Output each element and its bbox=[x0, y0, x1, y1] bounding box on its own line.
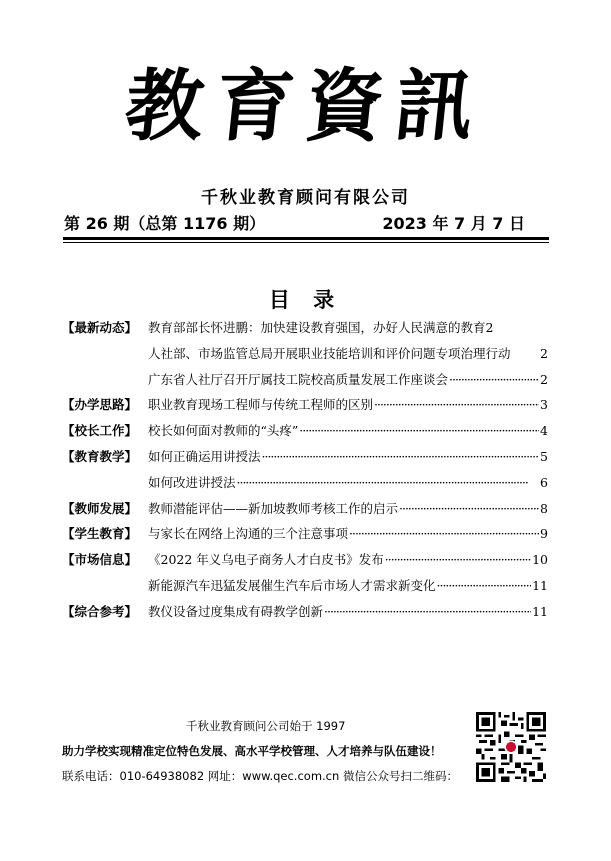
toc-row[interactable] bbox=[62, 499, 548, 525]
toc-entry-title[interactable]: 与家长在网络上沟通的三个注意事项 bbox=[148, 526, 349, 542]
toc-row[interactable] bbox=[62, 576, 548, 602]
toc-entry-title[interactable]: 广东省人社厅召开厅属技工院校高质量发展工作座谈会 bbox=[148, 371, 449, 387]
toc-leader-dots bbox=[385, 552, 531, 567]
toc-page-number: 11 bbox=[532, 577, 548, 593]
toc-leader-dots bbox=[349, 526, 539, 541]
footer-slogan: 助力学校实现精准定位特色发展、高水平学校管理、人才培养与队伍建设！ bbox=[62, 744, 442, 758]
toc-category: 【最新动态】 bbox=[62, 320, 138, 335]
masthead-title: 教育資訊 bbox=[120, 61, 491, 152]
toc-leader-dots bbox=[449, 372, 539, 387]
toc-page-number: 2 bbox=[485, 320, 494, 335]
toc-row[interactable] bbox=[62, 344, 548, 370]
toc-page-number: 4 bbox=[540, 423, 548, 439]
toc-entry-title[interactable]: 教仪设备过度集成有碍教学创新 bbox=[148, 603, 324, 619]
toc-entry-title[interactable]: 校长如何面对教师的“头疼” bbox=[148, 423, 299, 439]
toc-page-number: 2 bbox=[540, 345, 548, 361]
toc-entry-title[interactable]: 如何正确运用讲授法 bbox=[148, 448, 261, 464]
toc-row[interactable] bbox=[62, 473, 548, 499]
toc-row[interactable] bbox=[62, 550, 548, 576]
toc-entry-title[interactable]: 人社部、市场监管总局开展职业技能培训和评价问题专项治理行动 bbox=[148, 345, 511, 361]
toc-category: 【市场信息】 bbox=[62, 552, 138, 568]
issue-date: 2023 年 7 月 7 日 bbox=[382, 214, 525, 233]
toc-row[interactable] bbox=[62, 524, 548, 550]
toc-row[interactable] bbox=[62, 447, 548, 473]
footer-since: 千秋业教育顾问公司始于 1997 bbox=[186, 719, 346, 733]
toc-entry-title[interactable]: 职业教育现场工程师与传统工程师的区别 bbox=[148, 397, 374, 413]
toc-title: 目 录 bbox=[268, 288, 343, 312]
toc-page-number: 3 bbox=[540, 397, 548, 413]
toc-page-number: 2 bbox=[540, 371, 548, 387]
toc-category: 【综合参考】 bbox=[62, 603, 138, 619]
toc-category: 【校长工作】 bbox=[62, 423, 138, 439]
toc-entry-title[interactable]: 教育部部长怀进鹏：加快建设教育强国，办好人民满意的教育 bbox=[148, 320, 486, 335]
company-name: 千秋业教育顾问有限公司 bbox=[201, 188, 410, 208]
toc-leader-dots bbox=[437, 578, 532, 593]
toc-row[interactable] bbox=[62, 318, 548, 344]
toc-entry-title[interactable]: 教师潜能评估——新加坡教师考核工作的启示 bbox=[148, 500, 399, 516]
toc-page-number: 5 bbox=[540, 448, 548, 464]
toc-row[interactable] bbox=[62, 602, 548, 628]
toc-leader-dots bbox=[299, 423, 539, 438]
toc-page-number: 8 bbox=[540, 500, 548, 516]
toc-leader-dots bbox=[237, 475, 540, 490]
toc-leader-dots bbox=[262, 449, 540, 464]
toc-page-number: 10 bbox=[532, 552, 548, 568]
toc-entry-title[interactable]: 《2022 年义乌电子商务人才白皮书》发布 bbox=[148, 552, 384, 568]
toc-category: 【教育教学】 bbox=[62, 448, 138, 464]
toc-row[interactable] bbox=[62, 370, 548, 396]
toc-row[interactable] bbox=[62, 395, 548, 421]
toc-page-number: 11 bbox=[532, 603, 548, 619]
issue-number: 第 26 期（总第 1176 期） bbox=[64, 214, 266, 233]
toc-page-number: 9 bbox=[540, 526, 548, 542]
toc-leader-dots bbox=[324, 604, 531, 619]
toc-category: 【学生教育】 bbox=[62, 526, 138, 542]
toc-leader-dots bbox=[374, 397, 539, 412]
header-rule-thin bbox=[63, 242, 549, 243]
footer-contact: 联系电话：010-64938082 网址：www.qec.com.cn 微信公众号扫二维码： bbox=[62, 769, 458, 783]
toc-page-number: 6 bbox=[540, 474, 548, 490]
toc-row[interactable] bbox=[62, 421, 548, 447]
table-of-contents bbox=[62, 318, 548, 628]
toc-category: 【教师发展】 bbox=[62, 500, 138, 516]
toc-leader-dots bbox=[399, 501, 539, 516]
header-rule-thick bbox=[63, 237, 549, 240]
toc-category: 【办学思路】 bbox=[62, 397, 138, 413]
toc-entry-title[interactable]: 新能源汽车迅猛发展催生汽车后市场人才需求新变化 bbox=[148, 577, 436, 593]
qr-code-icon[interactable] bbox=[476, 712, 546, 782]
toc-entry-title[interactable]: 如何改进讲授法 bbox=[148, 474, 236, 490]
